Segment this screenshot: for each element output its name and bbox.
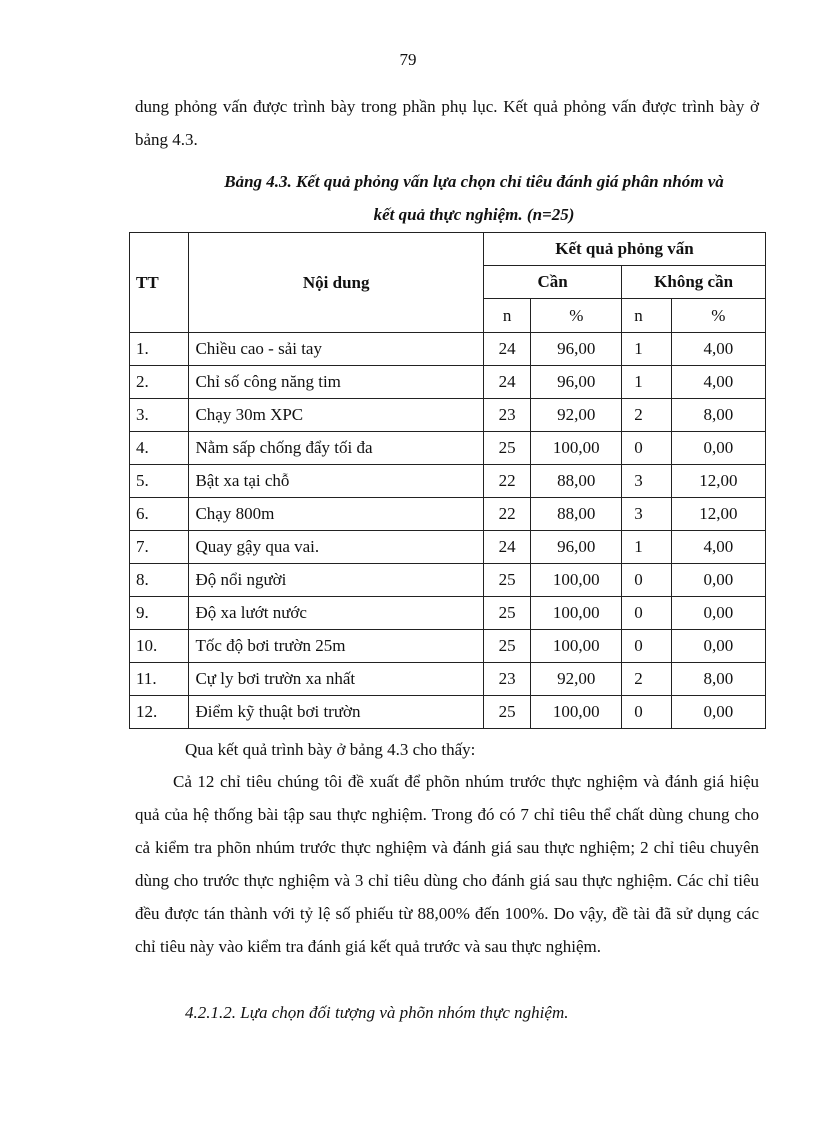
row-content: Cự ly bơi trườn xa nhất <box>189 663 483 696</box>
row-percent-need: 88,00 <box>531 465 622 498</box>
row-tt: 2. <box>130 366 189 399</box>
row-percent-need: 88,00 <box>531 498 622 531</box>
row-n-need: 25 <box>483 696 530 729</box>
row-content: Chạy 800m <box>189 498 483 531</box>
row-percent-need: 100,00 <box>531 630 622 663</box>
row-n-not-need: 0 <box>622 597 672 630</box>
row-tt: 12. <box>130 696 189 729</box>
row-tt: 7. <box>130 531 189 564</box>
table-row <box>130 696 766 729</box>
summary-paragraph: Qua kết quả trình bày ở bảng 4.3 cho thấy: <box>185 740 476 759</box>
row-n-need: 25 <box>483 564 530 597</box>
row-percent-not-need: 8,00 <box>671 663 765 696</box>
row-n-not-need: 1 <box>622 366 672 399</box>
row-n-not-need: 3 <box>622 498 672 531</box>
header-n-not-need: n <box>622 299 672 333</box>
intro-paragraph: dung phỏng vấn được trình bày trong phần phụ lục. Kết quả phỏng vấn được trình bày ở bảng 4.3. <box>135 97 759 149</box>
table-row <box>130 597 766 630</box>
row-n-need: 23 <box>483 399 530 432</box>
row-n-not-need: 1 <box>622 531 672 564</box>
row-tt: 11. <box>130 663 189 696</box>
row-percent-need: 92,00 <box>531 399 622 432</box>
row-percent-need: 100,00 <box>531 564 622 597</box>
row-percent-need: 96,00 <box>531 366 622 399</box>
row-content: Chiều cao - sải tay <box>189 333 483 366</box>
table-row <box>130 531 766 564</box>
row-percent-need: 100,00 <box>531 432 622 465</box>
row-n-not-need: 1 <box>622 333 672 366</box>
header-tt: TT <box>130 233 189 333</box>
row-tt: 8. <box>130 564 189 597</box>
table-caption <box>135 165 813 231</box>
row-percent-not-need: 0,00 <box>671 432 765 465</box>
row-n-not-need: 0 <box>622 696 672 729</box>
row-n-not-need: 0 <box>622 432 672 465</box>
row-content: Nằm sấp chống đẩy tối đa <box>189 432 483 465</box>
row-n-need: 25 <box>483 597 530 630</box>
header-result: Kết quả phỏng vấn <box>483 233 765 266</box>
row-n-need: 25 <box>483 630 530 663</box>
row-content: Chỉ số công năng tim <box>189 366 483 399</box>
header-need: Cần <box>483 266 621 299</box>
row-tt: 10. <box>130 630 189 663</box>
row-n-need: 25 <box>483 432 530 465</box>
row-percent-not-need: 8,00 <box>671 399 765 432</box>
row-n-not-need: 3 <box>622 465 672 498</box>
row-tt: 3. <box>130 399 189 432</box>
row-content: Tốc độ bơi trườn 25m <box>189 630 483 663</box>
row-tt: 9. <box>130 597 189 630</box>
row-tt: 1. <box>130 333 189 366</box>
row-content: Quay gậy qua vai. <box>189 531 483 564</box>
row-n-not-need: 2 <box>622 663 672 696</box>
table-row <box>130 630 766 663</box>
header-content: Nội dung <box>189 233 483 333</box>
table-row <box>130 465 766 498</box>
page-number: 79 <box>399 50 417 69</box>
header-percent-not-need: % <box>671 299 765 333</box>
row-percent-not-need: 0,00 <box>671 696 765 729</box>
table-row <box>130 432 766 465</box>
table-caption-line-1: Bảng 4.3. Kết quả phỏng vấn lựa chọn chỉ tiêu đánh giá phân nhóm và <box>224 172 724 191</box>
result-table <box>129 232 766 729</box>
row-content: Điểm kỹ thuật bơi trườn <box>189 696 483 729</box>
row-content: Độ nổi người <box>189 564 483 597</box>
row-n-not-need: 2 <box>622 399 672 432</box>
row-percent-not-need: 0,00 <box>671 630 765 663</box>
row-n-need: 24 <box>483 531 530 564</box>
header-percent-need: % <box>531 299 622 333</box>
row-n-need: 23 <box>483 663 530 696</box>
row-percent-not-need: 4,00 <box>671 531 765 564</box>
table-row <box>130 399 766 432</box>
row-percent-need: 100,00 <box>531 597 622 630</box>
row-n-need: 22 <box>483 498 530 531</box>
row-content: Chạy 30m XPC <box>189 399 483 432</box>
row-percent-need: 92,00 <box>531 663 622 696</box>
row-percent-not-need: 12,00 <box>671 498 765 531</box>
table-row <box>130 366 766 399</box>
row-percent-not-need: 4,00 <box>671 333 765 366</box>
row-n-need: 24 <box>483 333 530 366</box>
row-tt: 4. <box>130 432 189 465</box>
section-subheading: 4.2.1.2. Lựa chọn đối tượng và phõn nhóm thực nghiệm. <box>185 1003 569 1022</box>
table-row <box>130 498 766 531</box>
table-caption-line-2: kết quả thực nghiệm. (n=25) <box>373 205 575 224</box>
row-n-not-need: 0 <box>622 564 672 597</box>
row-n-need: 22 <box>483 465 530 498</box>
row-percent-not-need: 0,00 <box>671 597 765 630</box>
row-percent-need: 96,00 <box>531 333 622 366</box>
header-not-need: Không cần <box>622 266 766 299</box>
row-tt: 5. <box>130 465 189 498</box>
row-percent-need: 100,00 <box>531 696 622 729</box>
row-percent-need: 96,00 <box>531 531 622 564</box>
row-percent-not-need: 12,00 <box>671 465 765 498</box>
row-percent-not-need: 0,00 <box>671 564 765 597</box>
row-tt: 6. <box>130 498 189 531</box>
row-n-not-need: 0 <box>622 630 672 663</box>
row-percent-not-need: 4,00 <box>671 366 765 399</box>
body-paragraph: Cả 12 chỉ tiêu chúng tôi đề xuất để phõn nhúm trước thực nghiệm và đánh giá hiệu quả của hệ thống bài tập sau thực nghiệm. Trong đó có 7 chỉ tiêu thể chất dùng chung cho cả kiểm tra phõn nhúm trước thực nghiệm và đánh giá sau thực nghiệm; 2 chỉ tiêu chuyên dùng cho trước thực nghiệm và 3 chỉ tiêu dùng cho đánh giá sau thực nghiệm. Các chỉ tiêu đều được tán thành với tỷ lệ số phiếu từ 88,00% đến 100%. Do vậy, đề tài đã sử dụng các chỉ tiêu này vào kiểm tra đánh giá kết quả trước và sau thực nghiệm. <box>135 772 759 956</box>
header-n-need: n <box>483 299 530 333</box>
table-row <box>130 333 766 366</box>
table-row <box>130 564 766 597</box>
row-content: Bật xa tại chỗ <box>189 465 483 498</box>
row-content: Độ xa lướt nước <box>189 597 483 630</box>
table-row <box>130 663 766 696</box>
row-n-need: 24 <box>483 366 530 399</box>
